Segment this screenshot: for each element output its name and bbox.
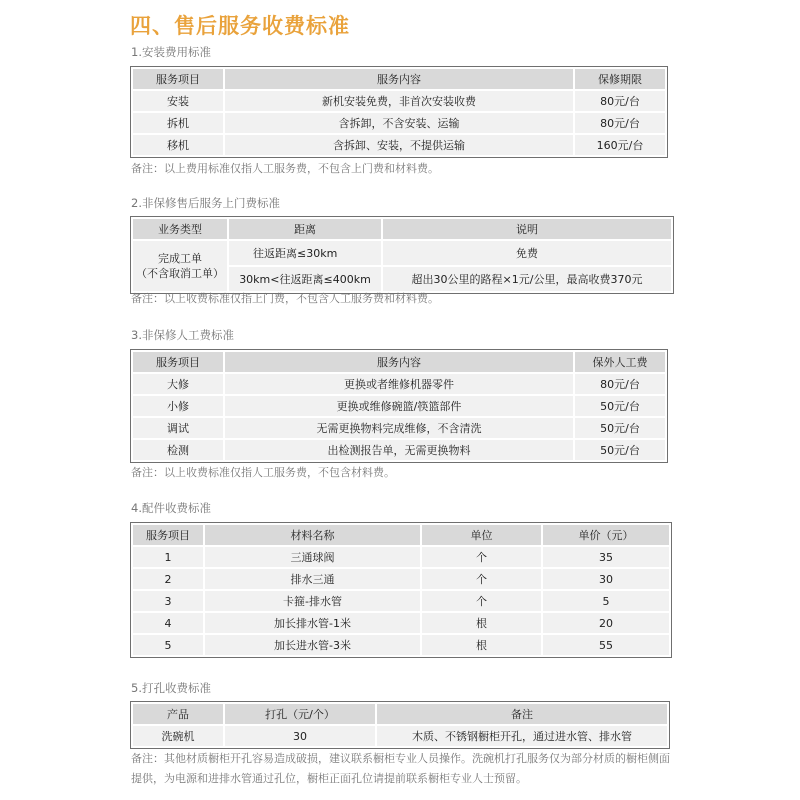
- table-row: [133, 113, 665, 133]
- installation-fee-table: [130, 66, 668, 158]
- drilling-fee-table: [130, 701, 670, 749]
- section-title-installation: 1.安装费用标准: [131, 45, 211, 59]
- table-cell: 安装: [133, 91, 223, 111]
- table-cell: 个: [422, 591, 541, 611]
- table-cell: 大修: [133, 374, 223, 394]
- table-cell: 55: [543, 635, 669, 655]
- table-cell: 个: [422, 569, 541, 589]
- table-header-cell: 服务项目: [133, 525, 203, 545]
- table-header-cell: 服务内容: [225, 352, 573, 372]
- table-cell: 个: [422, 547, 541, 567]
- table-cell: 出检测报告单，无需更换物料: [225, 440, 573, 460]
- visit-fee-table: [130, 216, 674, 294]
- table-cell: 更换或维修碗篮/筷篮部件: [225, 396, 573, 416]
- section-title-drilling-fee: 5.打孔收费标准: [131, 681, 211, 695]
- table-header-row: [133, 525, 669, 545]
- table-header-cell: 服务内容: [225, 69, 573, 89]
- table-cell: 30: [225, 726, 375, 746]
- table-cell: 含拆卸、安装，不提供运输: [225, 135, 573, 155]
- table-row: [133, 418, 665, 438]
- merged-cell-line: 完成工单: [158, 252, 202, 265]
- table-header-cell: 说明: [383, 219, 671, 239]
- table-cell: 35: [543, 547, 669, 567]
- table-cell: 移机: [133, 135, 223, 155]
- section-note: 备注：以上费用标准仅指人工服务费，不包含上门费和材料费。: [131, 162, 439, 175]
- table-cell: 超出30公里的路程×1元/公里，最高收费370元: [383, 267, 671, 291]
- table-header-cell: 材料名称: [205, 525, 420, 545]
- table-cell: 更换或者维修机器零件: [225, 374, 573, 394]
- table-row: [133, 135, 665, 155]
- table-cell: 排水三通: [205, 569, 420, 589]
- table-cell: 免费: [383, 241, 671, 265]
- table-cell: 80元/台: [575, 91, 665, 111]
- table-header-cell: 单价（元）: [543, 525, 669, 545]
- table-cell: 加长排水管-1米: [205, 613, 420, 633]
- table-cell: 4: [133, 613, 203, 633]
- table-cell: 加长进水管-3米: [205, 635, 420, 655]
- table-row: [133, 396, 665, 416]
- table-row: [133, 547, 669, 567]
- table-cell: 5: [133, 635, 203, 655]
- table-cell: 50元/台: [575, 440, 665, 460]
- page-title: 四、售后服务收费标准: [130, 14, 350, 38]
- table-cell-merged: [133, 241, 227, 291]
- table-header-cell: 单位: [422, 525, 541, 545]
- table-cell: 30km<往返距离≤400km: [229, 267, 381, 291]
- table-cell: 5: [543, 591, 669, 611]
- table-row: [133, 635, 669, 655]
- table-cell: 调试: [133, 418, 223, 438]
- table-header-row: [133, 704, 667, 724]
- table-cell: 洗碗机: [133, 726, 223, 746]
- section-note: 备注：以上收费标准仅指人工服务费，不包含材料费。: [131, 466, 395, 479]
- section-note: 备注：以上收费标准仅指上门费，不包含人工服务费和材料费。: [131, 292, 439, 305]
- table-header-cell: 产品: [133, 704, 223, 724]
- section-title-parts-fee: 4.配件收费标准: [131, 501, 211, 515]
- table-header-cell: 距离: [229, 219, 381, 239]
- table-row: [133, 591, 669, 611]
- table-cell: 30: [543, 569, 669, 589]
- table-cell: 木质、不锈钢橱柜开孔，通过进水管、排水管: [377, 726, 667, 746]
- section-title-labor-fee: 3.非保修人工费标准: [131, 328, 234, 342]
- section-note: 备注：其他材质橱柜开孔容易造成破损，建议联系橱柜专业人员操作。洗碗机打孔服务仅为部分材质的橱柜侧面提供，为电源和进排水管通过孔位，橱柜正面孔位请提前联系橱柜专业人士预留。: [131, 752, 670, 785]
- table-cell: 小修: [133, 396, 223, 416]
- table-cell: 卡箍-排水管: [205, 591, 420, 611]
- table-cell: 根: [422, 635, 541, 655]
- parts-fee-table: [130, 522, 672, 658]
- table-cell: 三通球阀: [205, 547, 420, 567]
- table-row: [133, 241, 671, 265]
- table-row: [133, 613, 669, 633]
- table-cell: 含拆卸，不含安装、运输: [225, 113, 573, 133]
- table-cell: 80元/台: [575, 113, 665, 133]
- table-cell: 2: [133, 569, 203, 589]
- table-row: [133, 91, 665, 111]
- table-cell: 新机安装免费，非首次安装收费: [225, 91, 573, 111]
- table-header-cell: 打孔（元/个）: [225, 704, 375, 724]
- table-cell: 拆机: [133, 113, 223, 133]
- table-cell: 根: [422, 613, 541, 633]
- table-row: [133, 440, 665, 460]
- table-row: [133, 569, 669, 589]
- table-header-cell: 服务项目: [133, 69, 223, 89]
- table-header-cell: 保修期限: [575, 69, 665, 89]
- table-cell: 50元/台: [575, 418, 665, 438]
- section-title-visit-fee: 2.非保修售后服务上门费标准: [131, 196, 280, 210]
- table-cell: 50元/台: [575, 396, 665, 416]
- table-cell: 160元/台: [575, 135, 665, 155]
- table-cell: 80元/台: [575, 374, 665, 394]
- table-cell: 往返距离≤30km: [229, 241, 381, 265]
- table-header-row: [133, 352, 665, 372]
- table-cell: 检测: [133, 440, 223, 460]
- table-header-cell: 保外人工费: [575, 352, 665, 372]
- table-cell: 1: [133, 547, 203, 567]
- table-cell: 20: [543, 613, 669, 633]
- table-header-cell: 业务类型: [133, 219, 227, 239]
- table-row: [133, 726, 667, 746]
- table-header-row: [133, 219, 671, 239]
- table-header-row: [133, 69, 665, 89]
- table-header-cell: 服务项目: [133, 352, 223, 372]
- table-header-cell: 备注: [377, 704, 667, 724]
- table-cell: 3: [133, 591, 203, 611]
- merged-cell-line: （不含取消工单）: [136, 267, 224, 280]
- table-cell: 无需更换物料完成维修，不含清洗: [225, 418, 573, 438]
- table-row: [133, 374, 665, 394]
- labor-fee-table: [130, 349, 668, 463]
